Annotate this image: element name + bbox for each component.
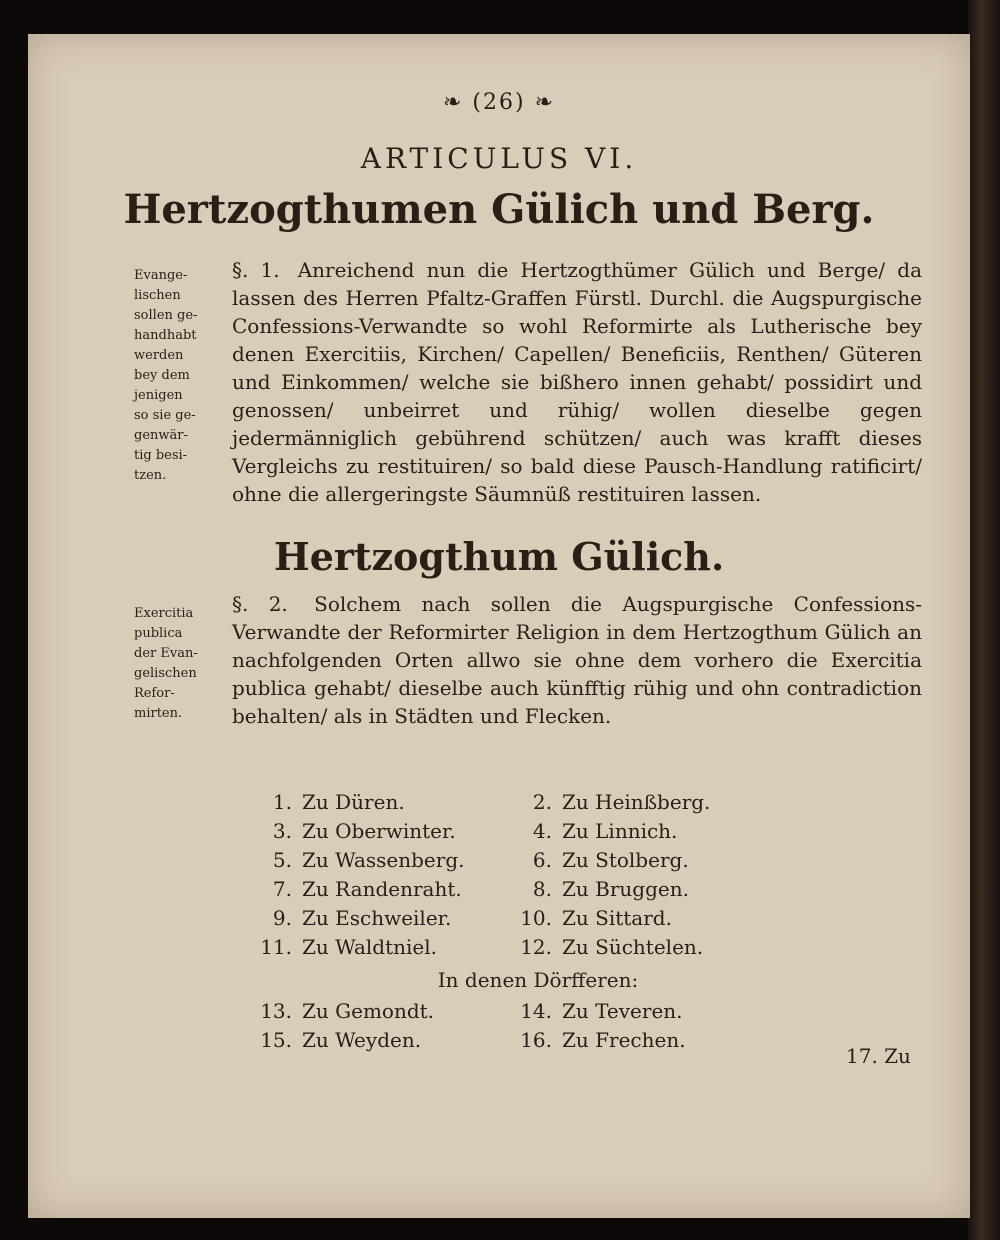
place-number: 14. (520, 999, 552, 1023)
place-name: Zu Linnich. (562, 819, 678, 843)
place-number: 6. (532, 848, 552, 872)
place-name: Zu Heinßberg. (562, 790, 711, 814)
margin-note-exercitia: Exercitia publica der Evan- gelischen Refor- mirten. (134, 606, 198, 721)
place-name: Zu Düren. (302, 790, 405, 814)
list-item (258, 817, 778, 846)
place-number: 1. (272, 790, 292, 814)
place-name: Zu Sittard. (562, 906, 672, 930)
page-number: ❧ (26) ❧ (442, 90, 555, 115)
place-name: Zu Teveren. (562, 999, 683, 1023)
section-marker: §. 2. (232, 592, 288, 616)
paragraph-text: Solchem nach sollen die Augspurgische Confessions-Verwandte der Reformirter Religion in dem Hertzogthum Gülich an nachfolgenden Orten allwo sie ohne dem vorhero die Exercitia publica gehabt/ dieselbe auch künfftig rühig und ohn contradiction behalten/ als in Städten und Flecken. (232, 592, 923, 728)
paragraph-text: Anreichend nun die Hertzogthümer Gülich und Berge/ da lassen des Herren Pfaltz-Graffen Fürstl. Durchl. die Augspurgische Confessions-Verwandte so wohl Reformirte als Lutherische bey denen Exercitiis, Kirchen/ Capellen/ Beneficiis, Renthen/ Güteren und Einkommen/ welche sie bißhero innen gehabt/ possidirt und genossen/ unbeirret und rühig/ wollen dieselbe gegen jedermänniglich gebührend schützen/ auch was krafft dieses Vergleichs zu restituiren/ so bald diese Pausch-Handlung ratificirt/ ohne die allergeringste Säumnüß restituiren lassen. (232, 258, 922, 506)
list-item (258, 933, 778, 962)
place-number: 9. (272, 906, 292, 930)
place-number: 4. (532, 819, 552, 843)
villages-heading: In denen Dörfferen: (437, 968, 639, 992)
margin-note-evangelischen: Evange- lischen sollen ge- handhabt werden bey dem jenigen so sie ge- genwär- tig besi- tzen. (134, 268, 198, 483)
place-number: 5. (272, 848, 292, 872)
catchword: 17. Zu (846, 1044, 911, 1068)
places-list (258, 788, 778, 1055)
place-number: 2. (532, 790, 552, 814)
place-name: Zu Gemondt. (302, 999, 435, 1023)
place-number: 12. (520, 935, 552, 959)
article-title: ARTICULUS VI. (360, 142, 638, 175)
place-name: Zu Wassenberg. (302, 848, 465, 872)
place-name: Zu Weyden. (302, 1028, 422, 1052)
paragraph-2 (232, 590, 922, 730)
list-item (258, 904, 778, 933)
place-number: 10. (520, 906, 552, 930)
place-name: Zu Bruggen. (562, 877, 689, 901)
section-heading-berg: Hertzogthumen Gülich und Berg. (123, 186, 875, 233)
list-item (258, 788, 778, 817)
section-marker: §. 1. (232, 258, 280, 282)
place-name: Zu Randenraht. (302, 877, 462, 901)
section-heading-guelich: Hertzogthum Gülich. (273, 534, 725, 579)
place-name: Zu Süchtelen. (562, 935, 704, 959)
page-edge (968, 0, 1000, 1240)
list-item (258, 846, 778, 875)
list-item (258, 997, 778, 1026)
place-number: 15. (260, 1028, 292, 1052)
place-name: Zu Frechen. (562, 1028, 686, 1052)
place-number: 13. (260, 999, 292, 1023)
place-number: 8. (532, 877, 552, 901)
place-number: 11. (260, 935, 292, 959)
place-name: Zu Stolberg. (562, 848, 689, 872)
place-number: 3. (272, 819, 292, 843)
place-name: Zu Eschweiler. (302, 906, 452, 930)
book-page (28, 34, 970, 1218)
place-number: 16. (520, 1028, 552, 1052)
list-item (258, 875, 778, 904)
place-name: Zu Waldtniel. (302, 935, 437, 959)
paragraph-1 (232, 256, 922, 508)
list-item (258, 1026, 778, 1055)
place-number: 7. (272, 877, 292, 901)
place-name: Zu Oberwinter. (302, 819, 456, 843)
